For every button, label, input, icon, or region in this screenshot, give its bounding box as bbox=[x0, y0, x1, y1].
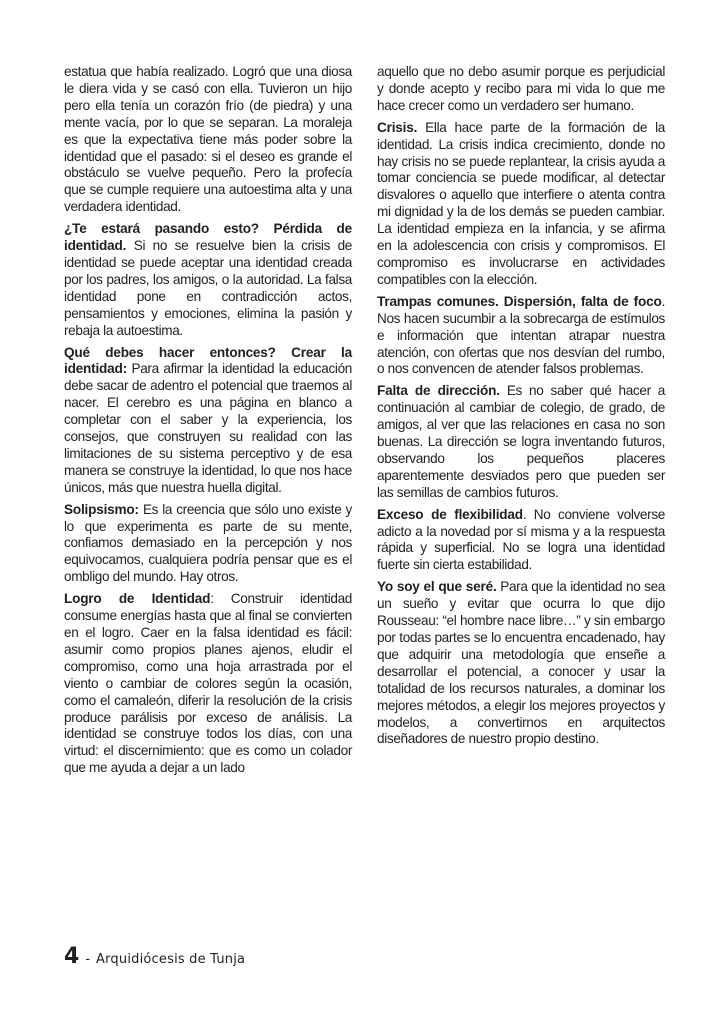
left-column bbox=[64, 64, 352, 782]
paragraph-text: . No conviene volverse adicto a la novedad por sí misma y a la respuesta rápida y superficial. No se logra una identidad fuerte sin cierta estabilidad. bbox=[377, 506, 665, 573]
paragraph-heading: Falta de dirección. bbox=[377, 383, 500, 399]
publisher-name: Arquidiócesis de Tunja bbox=[96, 952, 246, 967]
paragraph bbox=[377, 294, 665, 379]
paragraph-text: Es la creencia que sólo uno existe y lo que experimenta es parte de su mente, confiamos demasiado en la percepción y nos equivocamos, cualquiera podría pensar que es el ombligo del mundo. Hay otros. bbox=[64, 501, 352, 585]
paragraph-text: Para que la identidad no sea un sueño y evitar que ocurra lo que dijo Rousseau: “el hombre nace libre…” y sin embargo por todas partes se lo encuentra encadenado, hay que adquirir una metodología que enseñe a desarrollar el potencial, a conocer y usar la totalidad de los recursos naturales, a dominar los mejores métodos, a elegir los mejores proyectos y modelos, a convertirnos en arquitectos diseñadores de nuestro propio destino. bbox=[377, 579, 665, 747]
paragraph-heading: Yo soy el que seré. bbox=[377, 579, 497, 595]
paragraph-heading: Crisis. bbox=[377, 119, 418, 135]
paragraph-heading: Trampas comunes. Dispersión, falta de foco bbox=[377, 293, 662, 309]
paragraph-text: Para afirmar la identidad la educación debe sacar de adentro el potencial que traemos al nacer. El cerebro es una página en blanco a completar con el saber y la experiencia, los consejos, que construyen su realidad con las limitaciones de su sistema perceptivo y de esa manera se construye la identidad, lo que nos hace únicos, más que nuestra huella digital. bbox=[64, 361, 352, 495]
page-footer bbox=[64, 944, 245, 969]
paragraph-text: Ella hace parte de la formación de la identidad. La crisis indica crecimiento, donde no hay crisis no se puede replantear, la crisis ayuda a tomar conciencia se puede modificar, al detectar disvalores o aquello que interfiere o atenta contra mi dignidad y la de los demás se pueden cambiar. La identidad empieza en la infancia, y se afirma en la adolescencia con crisis y compromisos. El compromiso es involucrarse en actividades compatibles con la elección. bbox=[377, 119, 665, 287]
paragraph bbox=[377, 383, 665, 501]
paragraph-heading: Solipsismo: bbox=[64, 501, 139, 517]
paragraph bbox=[377, 64, 665, 115]
footer-separator: - bbox=[85, 952, 91, 967]
paragraph bbox=[64, 591, 352, 777]
paragraph bbox=[64, 345, 352, 497]
paragraph bbox=[377, 120, 665, 289]
paragraph-heading: Logro de Identidad bbox=[64, 591, 211, 607]
paragraph-text: estatua que había realizado. Logró que una diosa le diera vida y se casó con ella. Tuvieron un hijo pero ella tenía un corazón frío (de piedra) y una mente vacía, por lo que se separan. La moraleja es que la expectativa tiene más poder sobre la identidad que el pasado: si el deseo es grande el obstáculo se vuelve pequeño. Pero la profecía que se cumple requiere una autoestima alta y una verdadera identidad. bbox=[64, 64, 352, 215]
page-number: 4 bbox=[64, 944, 80, 969]
right-column bbox=[377, 64, 665, 753]
paragraph-heading: ¿Te estará pasando esto? Pérdida de identidad. bbox=[64, 221, 352, 254]
paragraph-text: . Nos hacen sucumbir a la sobrecarga de estímulos e información que intentan atrapar nuestra atención, con ofertas que nos desvían del rumbo, o nos convencen de atender falsos problemas. bbox=[377, 293, 665, 377]
paragraph-heading: Qué debes hacer entonces? Crear la identidad: bbox=[64, 344, 352, 377]
paragraph-text: Es no saber qué hacer a continuación al cambiar de colegio, de grado, de amigos, al ver que las relaciones en casa no son buenas. La dirección se logra inventando futuros, observando los pequeños placeres aparentemente desviados pero que pueden ser las semillas de cambios futuros. bbox=[377, 383, 665, 500]
paragraph bbox=[377, 507, 665, 575]
paragraph-text: aquello que no debo asumir porque es perjudicial y donde acepto y recibo para mi vida lo que me hace crecer como un verdadero ser humano. bbox=[377, 64, 665, 113]
paragraph-heading: Exceso de flexibilidad bbox=[377, 506, 523, 522]
paragraph bbox=[64, 221, 352, 339]
paragraph bbox=[377, 579, 665, 748]
paragraph bbox=[64, 64, 352, 216]
paragraph-text: Si no se resuelve bien la crisis de identidad se puede aceptar una identidad creada por los padres, los amigos, o la autoridad. La falsa identidad pone en contradicción actos, pensamientos y emociones, elimina la pasión y rebaja la autoestima. bbox=[64, 238, 352, 338]
paragraph bbox=[64, 502, 352, 587]
paragraph-text: : Construir identidad consume energías hasta que al final se convierten en el logro. Caer en la falsa identidad es fácil: asumir como propios planes ajenos, eludir el compromiso, como una hoja arrastrada por el viento o cambiar de colores según la ocasión, como el camaleón, diferir la resolución de la crisis produce parálisis por exceso de análisis. La identidad se construye todos los días, con una virtud: el discernimiento: que es como un colador que me ayuda a dejar a un lado bbox=[64, 591, 352, 776]
